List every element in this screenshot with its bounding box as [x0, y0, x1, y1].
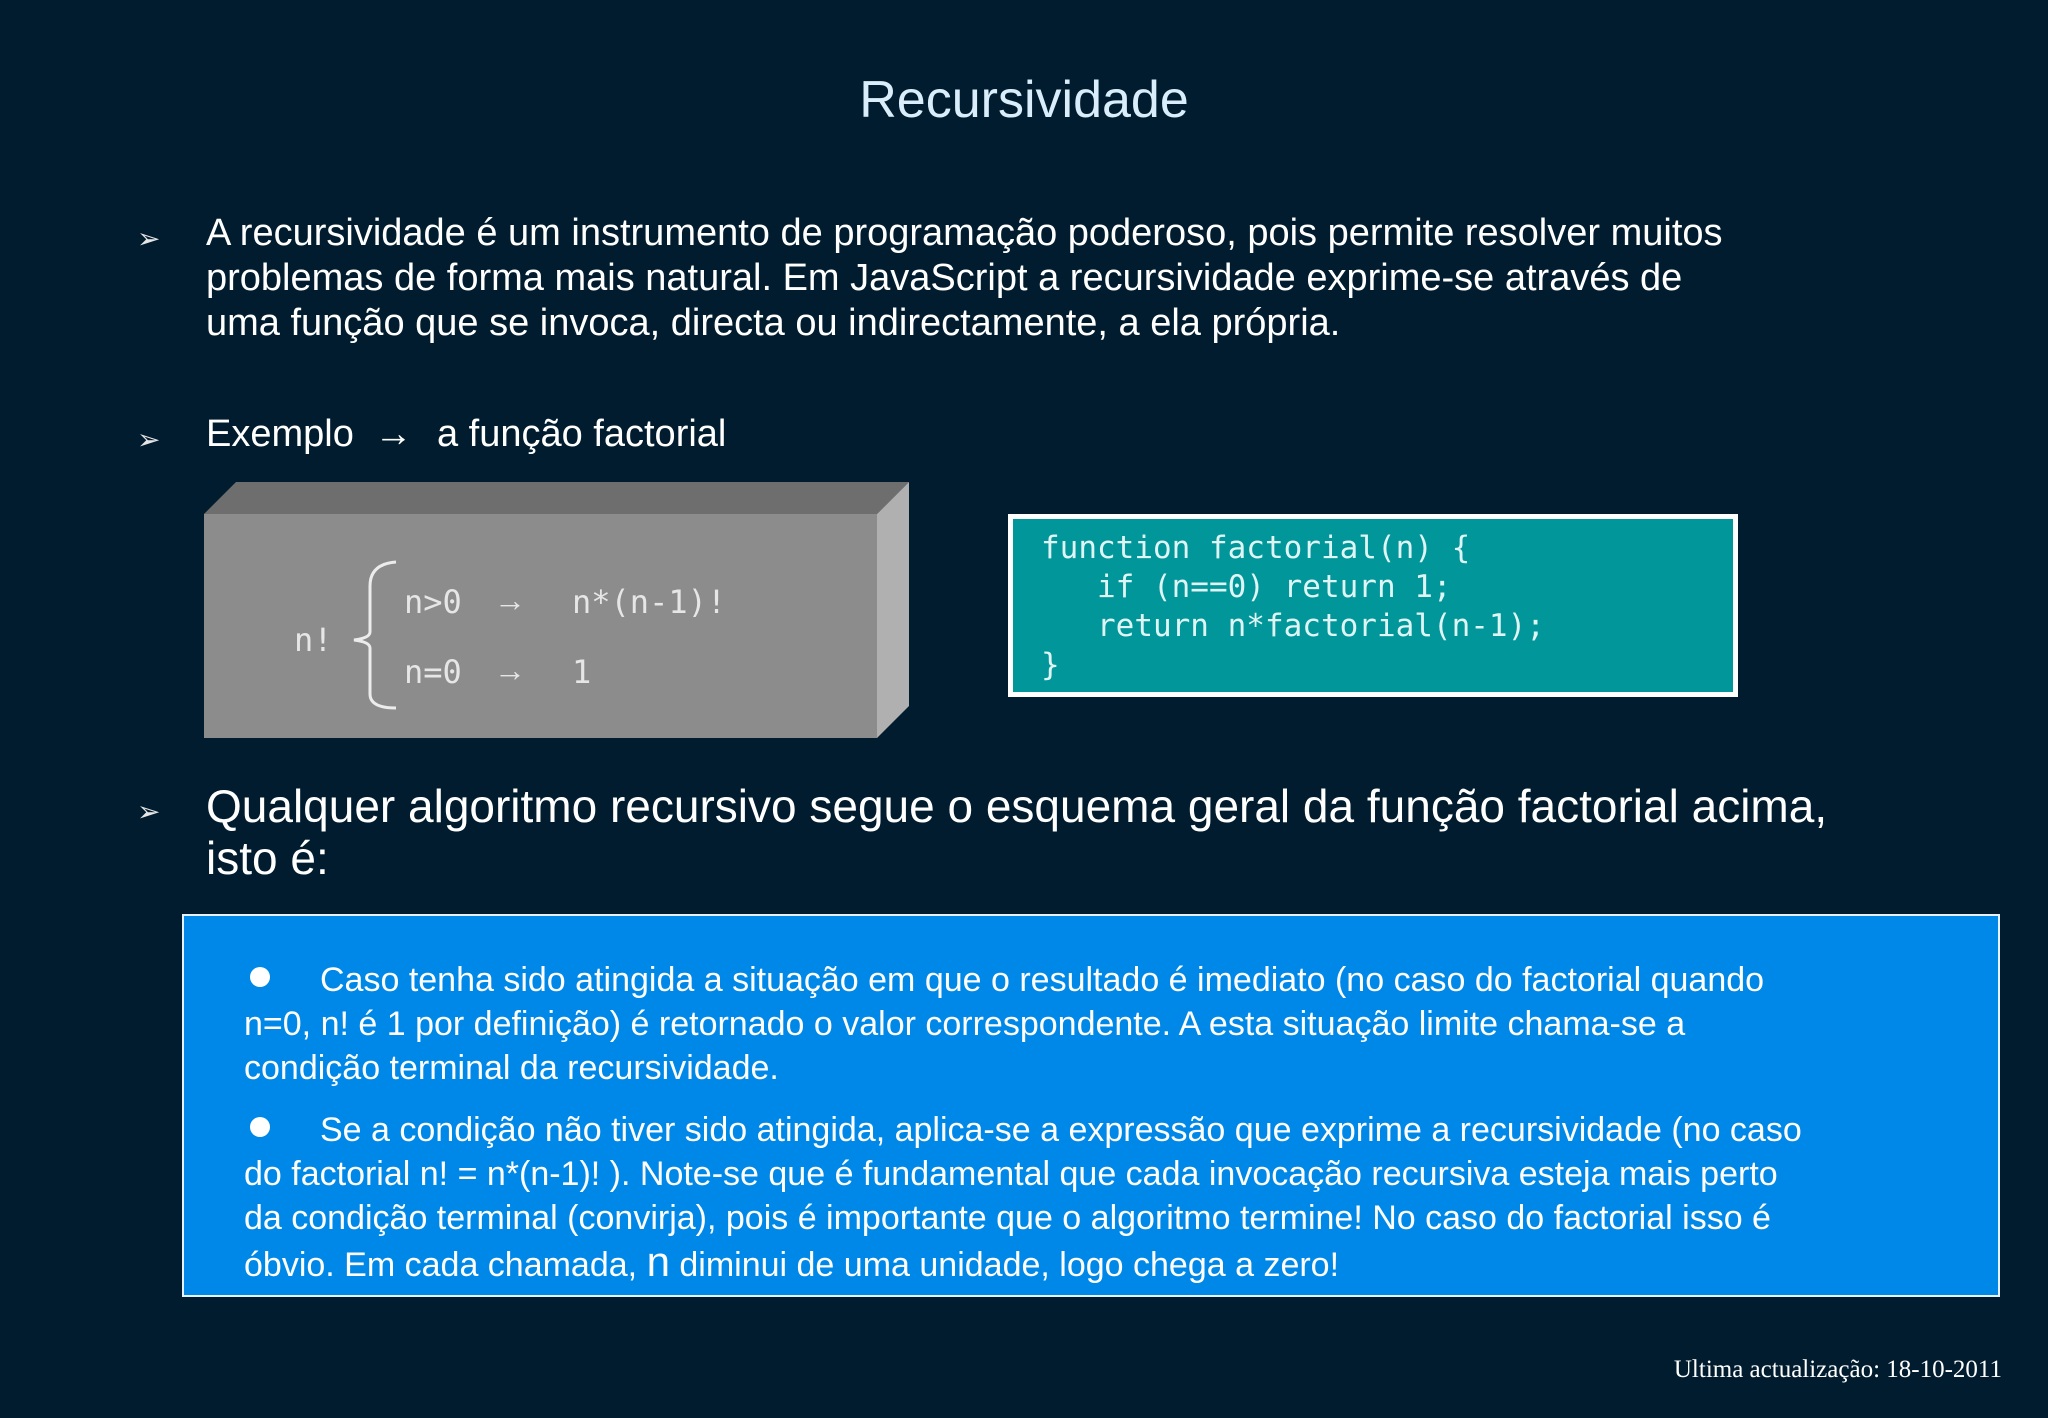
- text-line: [244, 958, 1964, 1002]
- bullet-example-heading: [206, 412, 726, 457]
- text-line: do factorial n! = n*(n-1)! ). Note-se que é fundamental que cada invocação recursiva esteja mais perto: [244, 1155, 1778, 1193]
- code-line: if (n==0) return 1;: [1041, 569, 1452, 605]
- text-line-content: Caso tenha sido atingida a situação em que o resultado é imediato (no caso do factorial quando: [320, 961, 1765, 999]
- text-line: problemas de forma mais natural. Em JavaScript a recursividade exprime-se através de: [206, 257, 1683, 299]
- text-line: A recursividade é um instrumento de programação poderoso, pois permite resolver muitos: [206, 212, 1723, 254]
- text-line: Qualquer algoritmo recursivo segue o esquema geral da função factorial acima,: [206, 780, 1828, 832]
- info-box: [182, 914, 2000, 1297]
- bullet-dot-icon: [250, 1117, 270, 1137]
- factorial-definition-box: [204, 482, 909, 738]
- right-arrow-icon: →: [374, 413, 413, 455]
- text-segment: óbvio. Em cada chamada,: [244, 1246, 647, 1284]
- variable-n: n: [646, 1238, 670, 1285]
- example-prefix: Exemplo: [206, 413, 354, 455]
- text-line: condição terminal da recursividade.: [244, 1049, 779, 1087]
- code-line: function factorial(n) {: [1041, 530, 1471, 566]
- text-line: [244, 1108, 1964, 1152]
- last-updated-footer: Ultima actualização: 18-10-2011: [1673, 1356, 2002, 1383]
- case2-value: 1: [572, 653, 592, 691]
- info-item-terminal-condition: [244, 958, 1964, 1090]
- case2-condition: n=0: [404, 653, 462, 691]
- text-line-content: Se a condição não tiver sido atingida, aplica-se a expressão que exprime a recursividade (no caso: [320, 1111, 1802, 1149]
- code-snippet-box: [1008, 514, 1738, 697]
- right-arrow-icon: →: [494, 652, 526, 688]
- case1-value: n*(n-1)!: [572, 583, 727, 621]
- info-item-recursive-step: [244, 1108, 1964, 1287]
- bullet-arrow-icon: ➢: [137, 424, 161, 455]
- code-line: return n*factorial(n-1);: [1041, 608, 1545, 644]
- example-suffix: a função factorial: [436, 413, 727, 455]
- case1-condition: n>0: [404, 583, 462, 621]
- bullet-arrow-icon: ➢: [137, 796, 161, 827]
- bullet-arrow-icon: ➢: [137, 223, 161, 254]
- bullet-dot-icon: [250, 967, 270, 987]
- text-line: [244, 1240, 1964, 1287]
- code-block: [1013, 519, 1733, 685]
- text-line: n=0, n! é 1 por definição) é retornado o valor correspondente. A esta situação limite chama-se a: [244, 1005, 1686, 1043]
- text-line: da condição terminal (convirja), pois é importante que o algoritmo termine! No caso do factorial isso é: [244, 1199, 1771, 1237]
- right-arrow-icon: →: [494, 582, 526, 618]
- code-line: }: [1041, 647, 1060, 683]
- text-line: isto é:: [206, 832, 329, 884]
- bullet-paragraph-general-scheme: [206, 780, 1996, 884]
- box-3d-shape: [204, 482, 909, 738]
- text-segment: diminui de uma unidade, logo chega a zero!: [669, 1246, 1340, 1284]
- formula-lhs: n!: [294, 621, 333, 659]
- slide-title: Recursividade: [859, 71, 1189, 129]
- text-line: uma função que se invoca, directa ou indirectamente, a ela própria.: [206, 302, 1341, 344]
- bullet-paragraph-recursion-intro: [206, 211, 1966, 346]
